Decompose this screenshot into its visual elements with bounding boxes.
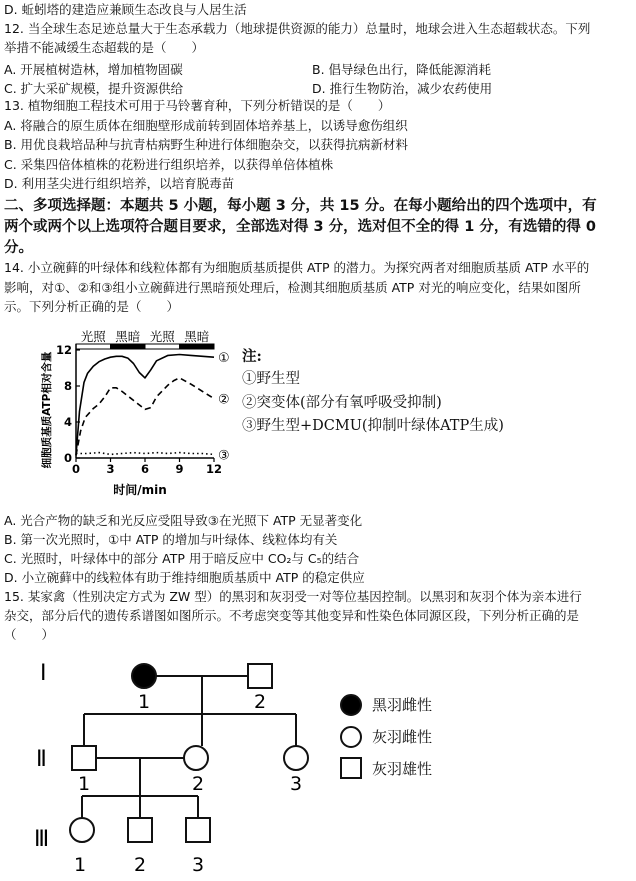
q14-stem-line1: 14. 小立碗藓的叶绿体和线粒体都有为细胞质基质提供 ATP 的潜力。为探究两者对细胞质基质 ATP 水平的 — [4, 260, 590, 275]
id-gen2-1: 1 — [77, 773, 91, 795]
phase-label-3: 黑暗 — [184, 329, 210, 344]
q12-option-a[interactable]: A. 开展植树造林，增加植物固碳 — [4, 62, 183, 77]
legend-gray-female-symbol — [341, 727, 361, 747]
id-gen1-2: 2 — [253, 691, 267, 713]
id-gen2-3: 3 — [289, 773, 303, 795]
section2-heading-line3: 分。 — [4, 240, 33, 256]
section2-heading-line1: 二、多项选择题：本题共 5 小题，每小题 3 分，共 15 分。在每小题给出的四个选项中，有 — [4, 198, 597, 214]
q11-option-d: D. 蚯蚓塔的建造应兼顾生态改良与人居生活 — [4, 2, 247, 17]
q14-option-d[interactable]: D. 小立碗藓中的线粒体有助于维持细胞质基质中 ATP 的稳定供应 — [4, 570, 365, 585]
phase-bar-0 — [76, 344, 111, 349]
chart-note-title: 注: — [242, 348, 262, 365]
q14-stem-line3: 示。下列分析正确的是（ ） — [4, 299, 180, 314]
q13-option-b[interactable]: B. 用优良栽培品种与抗青枯病野生种进行体细胞杂交，以获得抗病新材料 — [4, 137, 409, 152]
id-gen3-1: 1 — [73, 854, 87, 876]
x-tick-label-4: 12 — [205, 462, 223, 476]
section2-heading-line2: 两个或两个以上选项符合题目要求，全部选对得 3 分，选对但不全的得 1 分，有选错的得 0 — [4, 219, 597, 235]
legend-gray-male: 灰羽雄性 — [372, 760, 433, 778]
series-label-1: ① — [218, 351, 230, 367]
chart-note-2: ②突变体(部分有氧呼吸受抑制) — [242, 395, 442, 411]
generation-label-2: Ⅱ — [36, 747, 47, 772]
gen2-individual-3-gray-female — [284, 746, 308, 770]
id-gen1-1: 1 — [137, 691, 151, 713]
q15-stem-line2: 杂交，部分后代的遗传系谱图如图所示。不考虑突变等其他变异和性染色体同源区段，下列分析正确的是 — [4, 608, 580, 623]
q13-option-c[interactable]: C. 采集四倍体植株的花粉进行组织培养，以获得单倍体植株 — [4, 157, 334, 172]
id-gen2-2: 2 — [191, 773, 205, 795]
y-tick-label-1: 4 — [63, 415, 72, 429]
series-label-3: ③ — [218, 448, 230, 464]
phase-label-1: 黑暗 — [115, 329, 141, 344]
gen3-individual-3-gray-male — [186, 818, 210, 842]
y-tick-label-3: 12 — [55, 343, 72, 357]
q14-option-c[interactable]: C. 光照时，叶绿体中的部分 ATP 用于暗反应中 CO₂与 C₅的结合 — [4, 551, 360, 566]
q12-stem-line1: 12. 当全球生态足迹总量大于生态承载力（地球提供资源的能力）总量时，地球会进入生态超载状态。下列 — [4, 21, 591, 36]
legend-black-female: 黑羽雌性 — [372, 696, 433, 714]
chart-note-3: ③野生型+DCMU(抑制叶绿体ATP生成) — [242, 418, 504, 434]
phase-bar-2 — [145, 344, 180, 349]
id-gen3-2: 2 — [133, 854, 147, 876]
q13-stem: 13. 植物细胞工程技术可用于马铃薯育种，下列分析错误的是（ ） — [4, 98, 391, 113]
x-tick-label-0: 0 — [71, 462, 81, 476]
q15-stem-line3: （ ） — [4, 627, 55, 642]
q12-option-b[interactable]: B. 倡导绿色出行，降低能源消耗 — [312, 62, 492, 77]
series-line-2 — [76, 378, 214, 455]
x-tick-label-3: 9 — [175, 462, 184, 476]
q14-option-b[interactable]: B. 第一次光照时，①中 ATP 的增加与叶绿体、线粒体均有关 — [4, 532, 338, 547]
gen3-individual-1-gray-female — [70, 818, 94, 842]
series-line-3 — [76, 453, 214, 455]
gen1-individual-1-black-female — [132, 664, 156, 688]
gen2-individual-1-gray-male — [72, 746, 96, 770]
gen3-individual-2-gray-male — [128, 818, 152, 842]
q12-option-d[interactable]: D. 推行生物防治，减少农药使用 — [312, 81, 493, 96]
legend-gray-male-symbol — [341, 758, 361, 778]
q12-option-c[interactable]: C. 扩大采矿规模，提升资源供给 — [4, 81, 184, 96]
phase-bar-1 — [111, 344, 146, 349]
generation-label-3: Ⅲ — [34, 827, 50, 852]
generation-label-1: Ⅰ — [40, 661, 47, 686]
x-axis-label: 时间/min — [113, 483, 167, 497]
pedigree-chart — [0, 650, 636, 881]
y-tick-label-0: 0 — [63, 451, 72, 465]
x-tick-label-1: 3 — [106, 462, 115, 476]
series-label-2: ② — [218, 392, 230, 408]
x-tick-label-2: 6 — [140, 462, 150, 476]
phase-bar-3 — [180, 344, 215, 349]
atp-line-chart — [30, 325, 240, 500]
gen1-individual-2-gray-male — [248, 664, 272, 688]
gen2-individual-2-gray-female — [184, 746, 208, 770]
y-axis-label: 细胞质基质ATP相对含量 — [41, 351, 53, 469]
y-tick-label-2: 8 — [63, 379, 72, 393]
q14-option-a[interactable]: A. 光合产物的缺乏和光反应受阻导致③在光照下 ATP 无显著变化 — [4, 513, 363, 528]
q13-option-d[interactable]: D. 利用茎尖进行组织培养，以培育脱毒苗 — [4, 176, 235, 191]
id-gen3-3: 3 — [191, 854, 205, 876]
phase-label-0: 光照 — [80, 329, 106, 344]
phase-label-2: 光照 — [149, 329, 175, 344]
legend-black-female-symbol — [341, 695, 361, 715]
chart-note-1: ①野生型 — [242, 371, 300, 387]
series-line-1 — [76, 355, 214, 456]
q15-stem-line1: 15. 某家禽（性别决定方式为 ZW 型）的黑羽和灰羽受一对等位基因控制。以黑羽和灰羽个体为亲本进行 — [4, 589, 582, 604]
legend-gray-female: 灰羽雌性 — [372, 728, 433, 746]
q14-stem-line2: 影响，对①、②和③组小立碗藓进行黑暗预处理后，检测其细胞质基质 ATP 对光的响应变化，结果如图所 — [4, 280, 581, 295]
q12-stem-line2: 举措不能减缓生态超载的是（ ） — [4, 40, 205, 55]
q13-option-a[interactable]: A. 将融合的原生质体在细胞壁形成前转到固体培养基上，以诱导愈伤组织 — [4, 118, 408, 133]
